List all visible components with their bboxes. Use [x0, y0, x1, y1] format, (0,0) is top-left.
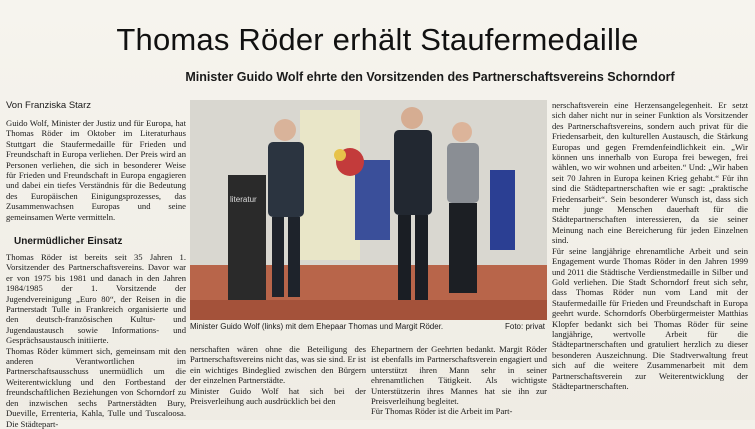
person-left-leg [288, 217, 300, 297]
column-1-body [6, 252, 186, 429]
person-center-suit [394, 130, 432, 215]
intro-paragraph: Guido Wolf, Minister der Justiz und für Europa, hat Thomas Röder im Oktober im Literaturhaus Stuttgart die Staufermedaille für Frieden und Freundschaft in Europa verliehen. Der Preis wird an Personen verliehen, die sich in besonderer Weise für Frieden und Freundschaft in Europa engagieren und dabei ein tiefes Verständnis für die Bedeutung des Europäischen Einigungsprozesses, das Zusammenwachsen Europas und seine gemeinsamen Werte vermitteln. [6, 118, 186, 222]
lectern [228, 175, 266, 300]
person-right-trousers [449, 203, 477, 293]
headline: Thomas Röder erhält Staufermedaille [116, 22, 639, 57]
column-2 [190, 344, 366, 420]
person-right-head [452, 122, 472, 142]
person-right-top [447, 143, 479, 203]
column-1-intro [6, 118, 186, 230]
award-photo [190, 100, 547, 320]
body-paragraph: Minister Guido Wolf hat sich bei der Preisverleihung auch ausdrücklich bei den [190, 385, 366, 407]
eu-flag [490, 170, 515, 250]
person-center-head [401, 107, 423, 129]
column-4 [552, 100, 748, 420]
lectern-label: literatur [230, 195, 257, 204]
body-paragraph: Für Thomas Röder ist die Arbeit im Part- [371, 406, 513, 417]
caption-text: Minister Guido Wolf (links) mit dem Ehepaar Thomas und Margit Röder. [190, 322, 444, 331]
person-left-suit [268, 142, 304, 217]
backdrop-banner [300, 110, 360, 260]
body-paragraph: nerschaftsverein eine Herzensangelegenheit. Er setzt sich daher nicht nur in seiner Funktion als Vorsitzender des Partnerschaftsvereins, sondern auch privat für die Friedensarbeit, den kulturellen Austausch, die Stärkung Europas und gegen Fremdenfeindlichkeit ein. „Wir können uns innerhalb von Europa frei bewegen, frei wählen, wo wir wohnen und arbeiten.“ Und: „Wir haben seit 70 Jahren in Europa keinen Krieg gehabt.“ Für ihn sind die Städtepartnerschaften wie er sagt: „praktische Friedensarbeit“. Sein besonderer Wunsch ist, dass sich mehr junge Menschen dauerhaft für die Städtepartnerschaften interessieren, da sie seiner Meinung nach eine Bereicherung für jeden Einzelnen sind. [552, 100, 748, 246]
subheadline: Minister Guido Wolf ehrte den Vorsitzenden des Partnerschaftsvereins Schorndorf [185, 70, 675, 84]
body-paragraph: Ehepartnern der Geehrten bedankt. Margit Röder ist ebenfalls im Partnerschaftsverein engagiert und unterstützt ihren Mann sehr in seiner ehrenamtlichen Tätigkeit. Als wichtigste Unterstützerin ihres Mannes hat sie ihn zur Preisverleihung begleitet. [371, 344, 547, 407]
flower-bouquet [334, 149, 346, 161]
photo-illustration [190, 100, 547, 320]
photo-credit: Foto: privat [504, 322, 545, 331]
person-center-leg [398, 215, 411, 300]
eu-flag [355, 160, 390, 240]
body-paragraph: Thomas Röder kümmert sich, gemeinsam mit den anderen Verantwortlichen im Partnerschaftsausschuss unermüdlich um die Weiterentwicklung und den Fortbestand der freundschaftlichen Beziehungen von Schorndorf zu den inzwischen sechs Partnerstädten Bury, Dueville, Errenteria, Kahla, Tulle und Tuscaloosa. Die Städtepart- [6, 345, 186, 429]
body-paragraph: Für seine langjährige ehrenamtliche Arbeit und sein Engagement wurde Thomas Röder in den Jahren 1999 und 2011 die Städtische Verdienstmedaille in Silber und Gold verliehen. Die Stadt Schorndorf freut sich sehr, dass Thomas Röder nun vom Land mit der Staufermedaille für Frieden und Freundschaft in Europa geehrt wurde. Schorndorfs Oberbürgermeister Matthias Klopfer bedankt sich bei Thomas Röder für seine langjährige, wertvolle Arbeit für die Städtepartnerschaften und gratuliert herzlich zu dieser besonderen Auszeichnung. Die Stadtverwaltung freut sich auf die weitere Zusammenarbeit mit dem Partnerschaftsverein zur Weiterentwicklung der Städtepartnerschaften. [552, 245, 748, 391]
person-left-leg [272, 217, 284, 297]
person-left-head [274, 119, 296, 141]
photo-caption [190, 322, 547, 331]
body-paragraph: Thomas Röder ist bereits seit 35 Jahren 1. Vorsitzender des Partnerschaftsvereins. Davor war er von 1975 bis 1981 und danach in den Jahren 1984/1985 der 1. Vorsitzende der Jugendvereinigung „Euro 80“, der Reisen in die Partnerstadt Tulle in Frankreich organisierte und den deutsch-französischen Kultur- und Jugendaustausch sowie Informations- und Gesprächsaustausch initiierte. [6, 252, 186, 346]
section-heading: Unermüdlicher Einsatz [14, 236, 123, 247]
person-center-leg [415, 215, 428, 300]
byline: Von Franziska Starz [6, 100, 92, 111]
body-paragraph: nerschaften wären ohne die Beteiligung des Partnerschaftsvereins nicht das, was sie sind. Er ist ein wichtiges Bindeglied zwischen den Bürgern der einzelnen Partnerstädte. [190, 344, 366, 386]
column-3 [371, 344, 547, 420]
